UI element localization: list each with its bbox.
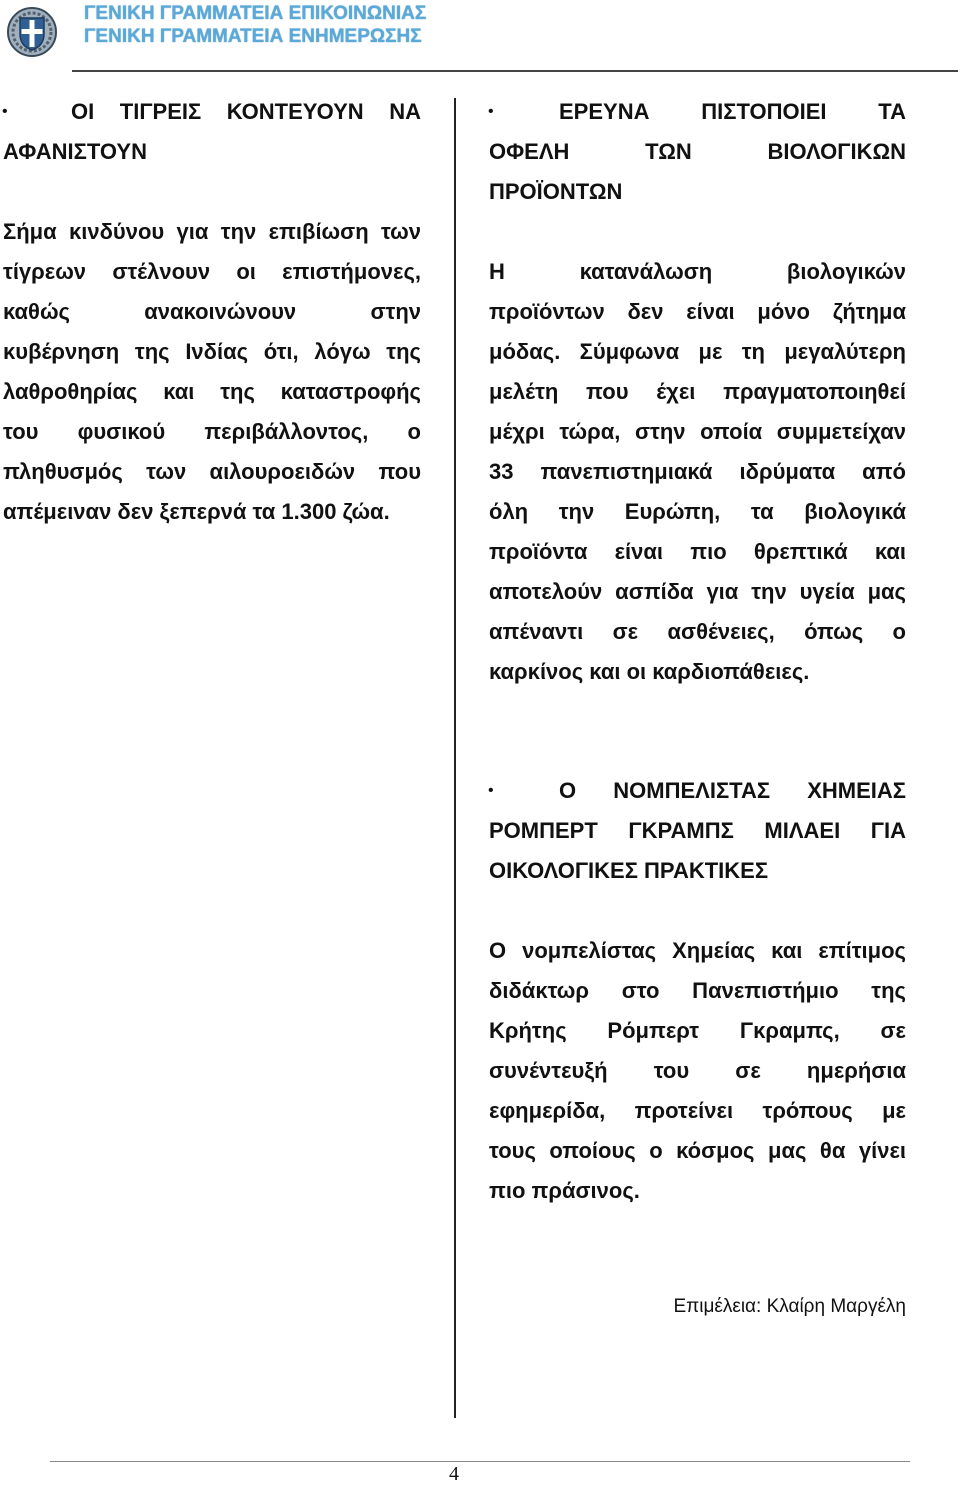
article-body-line: μελέτη που έχει πραγματοποιηθεί	[489, 379, 906, 404]
article-body-line: Η κατανάλωση βιολογικών	[489, 259, 906, 284]
article-body-line: Κρήτης Ρόμπερτ Γκραμπς, σε	[489, 1018, 906, 1043]
article-body-line: διδάκτωρ στο Πανεπιστήμιο της	[489, 978, 906, 1003]
article-body-line: απέναντι σε ασθένειες, όπως ο	[489, 619, 906, 644]
article-tigers	[3, 92, 421, 532]
bullet-icon: •	[488, 782, 494, 799]
editor-credit: Επιμέλεια: Κλαίρη Μαργέλη	[673, 1296, 906, 1317]
article-body-line: αποτελούν ασπίδα για την υγεία μας	[489, 579, 906, 604]
bullet-icon: •	[2, 103, 8, 120]
article-body-line: όλη την Ευρώπη, τα βιολογικά	[489, 499, 906, 524]
article-title-line: ΠΡΟΪΟΝΤΩΝ	[489, 179, 623, 204]
footer-divider	[50, 1461, 910, 1462]
article-title-line: ΕΡΕΥΝΑ ΠΙΣΤΟΠΟΙΕΙ ΤΑ	[559, 99, 906, 124]
article-body-line: κυβέρνηση της Ινδίας ότι, λόγω της	[3, 339, 421, 364]
article-title-line: ΟΙΚΟΛΟΓΙΚΕΣ ΠΡΑΚΤΙΚΕΣ	[489, 858, 769, 883]
article-body-line: συνέντευξή του σε ημερήσια	[489, 1058, 906, 1083]
article-body-line: πληθυσμός των αιλουροειδών που	[3, 459, 421, 484]
article-body-line: τίγρεων στέλνουν οι επιστήμονες,	[3, 259, 421, 284]
article-title-line: ΡΟΜΠΕΡΤ ΓΚΡΑΜΠΣ ΜΙΛΑΕΙ ΓΙΑ	[489, 818, 906, 843]
article-title-line: Ο ΝΟΜΠΕΛΙΣΤΑΣ ΧΗΜΕΙΑΣ	[559, 778, 906, 803]
article-body-line: καρκίνος και οι καρδιοπάθειες.	[489, 659, 810, 684]
article-title-line: ΑΦΑΝΙΣΤΟΥΝ	[3, 139, 147, 164]
article-title-line: ΟΦΕΛΗ ΤΩΝ ΒΙΟΛΟΓΙΚΩΝ	[489, 139, 906, 164]
article-body-line: του φυσικού περιβάλλοντος, ο	[3, 419, 421, 444]
greek-coat-of-arms-icon	[6, 6, 58, 58]
article-body-line: εφημερίδα, προτείνει τρόπους με	[489, 1098, 906, 1123]
article-body-line: 33 πανεπιστημιακά ιδρύματα από	[489, 459, 906, 484]
bullet-icon: •	[488, 103, 494, 120]
header-line-1: ΓΕΝΙΚΗ ΓΡΑΜΜΑΤΕΙΑ ΕΠΙΚΟΙΝΩΝΙΑΣ	[84, 3, 427, 24]
article-body-line: μόδας. Σύμφωνα με τη μεγαλύτερη	[489, 339, 906, 364]
article-body-line: Ο νομπελίστας Χημείας και επίτιμος	[489, 938, 906, 963]
article-body-line: προϊόντα είναι πιο θρεπτικά και	[489, 539, 906, 564]
article-body-line: λαθροθηρίας και της καταστροφής	[3, 379, 421, 404]
page-number: 4	[449, 1463, 459, 1485]
article-body-line: καθώς ανακοινώνουν στην	[3, 299, 421, 324]
article-body-line: απέμειναν δεν ξεπερνά τα 1.300 ζώα.	[3, 499, 390, 524]
header-line-2: ΓΕΝΙΚΗ ΓΡΑΜΜΑΤΕΙΑ ΕΝΗΜΕΡΩΣΗΣ	[84, 26, 422, 47]
article-nobel-chemist	[489, 771, 906, 1211]
article-body-line: τους οποίους ο κόσμος μας θα γίνει	[489, 1138, 906, 1163]
header-divider	[72, 70, 958, 72]
column-divider	[454, 98, 456, 1418]
article-body-line: προϊόντων δεν είναι μόνο ζήτημα	[489, 299, 906, 324]
article-body-line: Σήμα κινδύνου για την επιβίωση των	[3, 219, 421, 244]
article-title-line: ΟΙ ΤΙΓΡΕΙΣ ΚΟΝΤΕΥΟΥΝ ΝΑ	[71, 99, 421, 124]
article-body-line: πιο πράσινος.	[489, 1178, 640, 1203]
article-body-line: μέχρι τώρα, στην οποία συμμετείχαν	[489, 419, 906, 444]
article-organic-products	[489, 92, 906, 692]
